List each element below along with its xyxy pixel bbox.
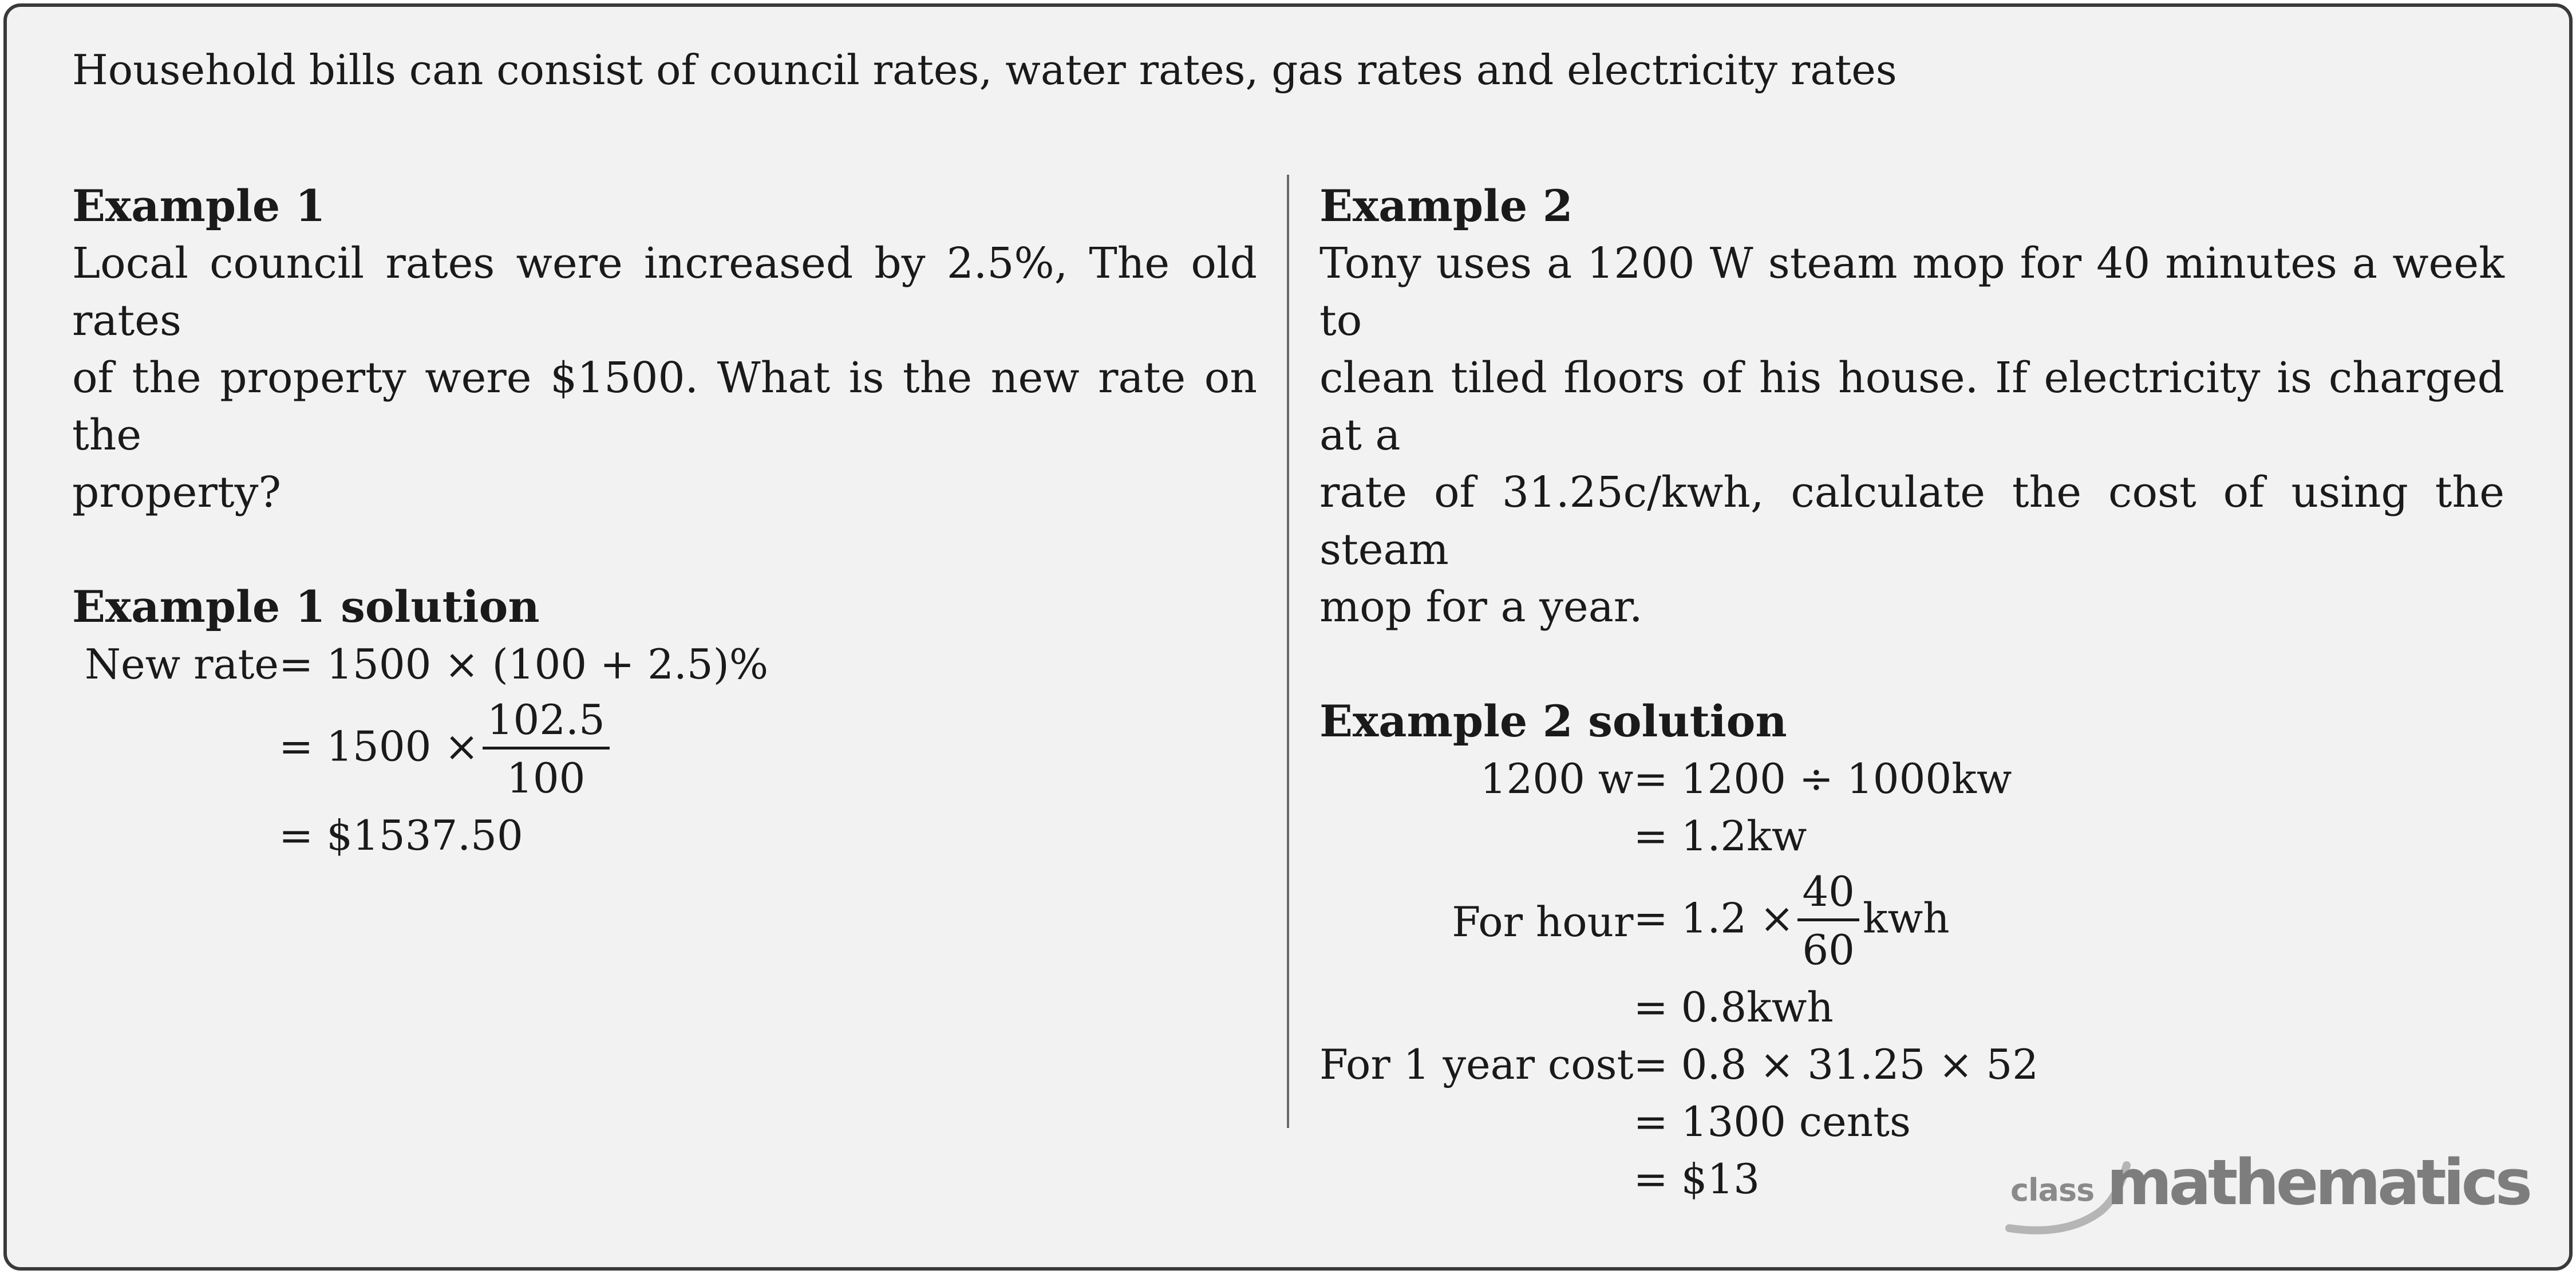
example-1-line: property? [72,468,282,517]
logo-class-text: class [2010,1172,2095,1208]
fraction [1797,865,1859,979]
example-1-solution-heading: Example 1 solution [72,581,540,632]
eq-step: = 1200 ÷ 1000kw [1633,755,2012,803]
eq-step: = 1.2kw [1633,812,1807,860]
logo-mathematics-text: mathematics [2107,1146,2530,1219]
example-2-column [1319,178,2504,1208]
example-1-line: of the property were $1500. What is the new rate on the [72,353,1257,460]
example-2-solution-heading: Example 2 solution [1319,696,1787,747]
example-1-equation-table [85,636,768,864]
eq-step: = $1537.50 [279,811,523,859]
fraction-numerator: 102.5 [483,693,610,750]
eq-label-watts: 1200 w [1480,755,1634,803]
eq-prefix: = 1.2 × [1633,894,1795,942]
intro-text: Household bills can consist of council rates, water rates, gas rates and electricity rates [72,46,1897,94]
eq-step: = 1500 × (100 + 2.5)% [279,640,769,688]
example-1-question [72,235,1257,521]
fraction-denominator: 60 [1802,926,1855,974]
class-mathematics-logo [2004,1142,2530,1245]
example-2-line: rate of 31.25c/kwh, calculate the cost of using the steam [1319,468,2504,574]
eq-suffix: kwh [1863,894,1950,942]
eq-step-fraction [1633,865,2038,979]
eq-label-new-rate: New rate [85,640,279,688]
example-1-column [72,178,1257,864]
fraction [483,693,610,807]
eq-prefix: = 1500 × [279,722,479,771]
example-2-line: Tony uses a 1200 W steam mop for 40 minutes a week to [1319,239,2504,345]
example-2-solution [1319,750,2504,1208]
example-2-heading: Example 2 [1319,180,1573,231]
eq-step-fraction [279,693,768,807]
eq-label-for-hour: For hour [1452,897,1634,946]
fraction-denominator: 100 [507,754,586,802]
eq-step: = 0.8 × 31.25 × 52 [1633,1040,2039,1088]
example-2-line: mop for a year. [1319,582,1643,632]
example-2-equation-table [1319,750,2038,1208]
example-1-solution [85,636,1257,864]
column-divider [1287,175,1289,1128]
eq-step: = 0.8kwh [1633,983,1834,1031]
eq-step: = 1300 cents [1633,1098,1911,1146]
example-1-heading: Example 1 [72,180,326,231]
fraction-numerator: 40 [1797,865,1859,921]
eq-step: = $13 [1633,1155,1760,1203]
example-2-line: clean tiled floors of his house. If electricity is charged at a [1319,353,2504,460]
example-2-question [1319,235,2504,636]
eq-label-year-cost: For 1 year cost [1319,1040,1634,1088]
example-1-line: Local council rates were increased by 2.5%, The old rates [72,239,1257,345]
